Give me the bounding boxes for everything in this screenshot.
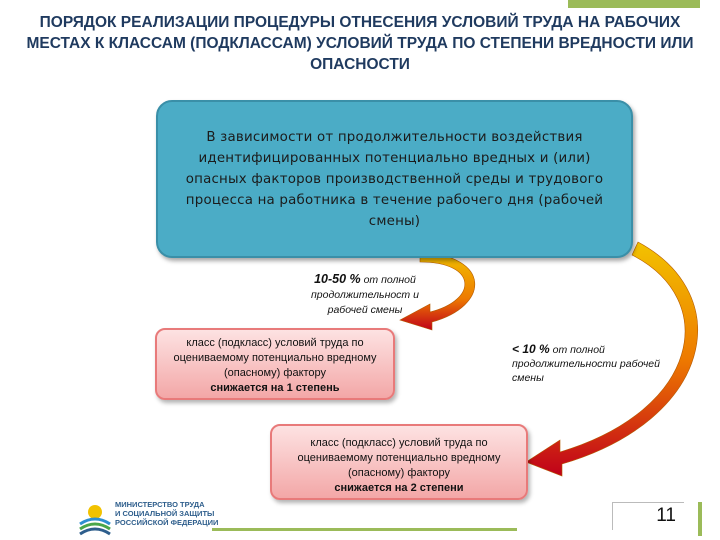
logo-line3: РОССИЙСКОЙ ФЕДЕРАЦИИ <box>115 518 219 527</box>
branch2-result-text: класс (подкласс) условий труда по оцениваемому потенциально вредному (опасному) фактору <box>297 437 501 479</box>
logo-line1: МИНИСТЕРСТВО ТРУДА <box>115 500 205 509</box>
main-condition-box <box>156 100 633 258</box>
branch2-label-rest: от полной продолжительности рабочей смены <box>512 344 660 384</box>
branch1-result-text: класс (подкласс) условий труда по оцениваемому потенциально вредному (опасному) фактору <box>173 337 377 379</box>
logo-line2: И СОЦИАЛЬНОЙ ЗАЩИТЫ <box>115 509 215 518</box>
branch2-label <box>512 342 672 385</box>
branch1-label-rest: от полной продолжительност и рабочей смены <box>311 274 419 316</box>
branch2-label-lead: < 10 % <box>512 342 550 356</box>
branch2-result-box <box>270 424 528 500</box>
ministry-logo-text <box>115 500 218 527</box>
page-title: ПОРЯДОК РЕАЛИЗАЦИИ ПРОЦЕДУРЫ ОТНЕСЕНИЯ УСЛОВИЙ ТРУДА НА РАБОЧИХ МЕСТАХ К КЛАССАМ (ПОДКЛАССАМ) УСЛОВИЙ ТРУДА ПО СТЕПЕНИ ВРЕДНОСТИ ИЛИ ОПАСНОСТИ <box>26 14 694 73</box>
branch1-result-strong: снижается на 1 степень <box>210 382 340 394</box>
page-number-accent <box>698 502 702 536</box>
branch1-label <box>290 272 440 318</box>
bottom-divider <box>212 528 517 531</box>
page-number: 11 <box>612 502 684 530</box>
main-condition-text: В зависимости от продолжительности воздействия идентифицированных потенциально вредных и (или) опасных факторов производственной среды и трудового процесса на работника в течение рабочего дня (рабочей смены) <box>185 129 604 229</box>
ministry-logo-icon <box>78 500 112 536</box>
branch1-result-box <box>155 328 395 400</box>
branch1-label-lead: 10-50 % <box>314 272 361 286</box>
branch2-result-strong: снижается на 2 степени <box>334 482 464 494</box>
